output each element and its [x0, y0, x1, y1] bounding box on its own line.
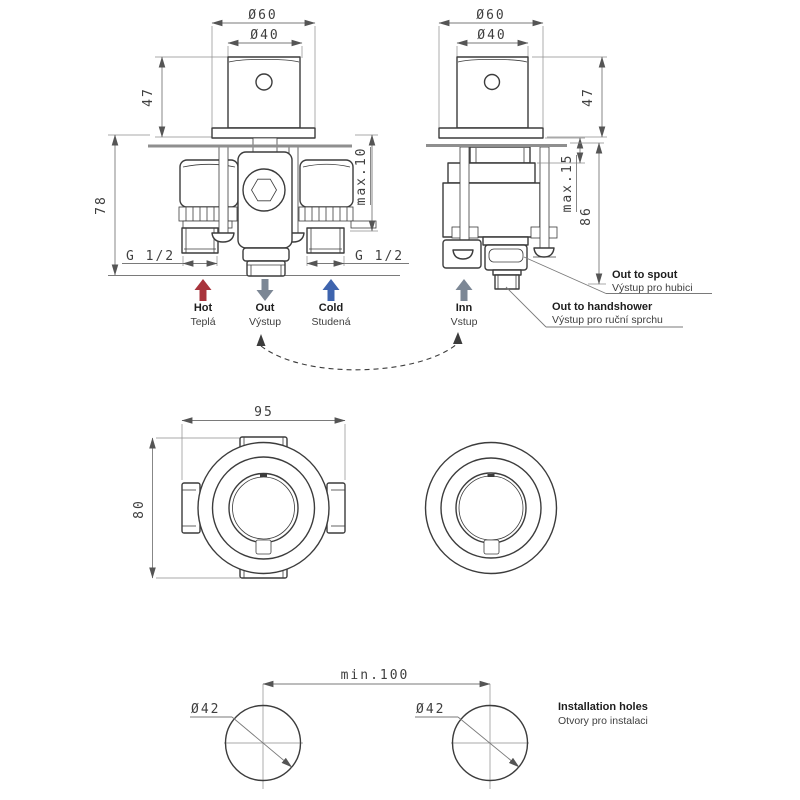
outlet-flange [243, 248, 289, 261]
inn-label-en: Inn [455, 302, 473, 314]
out-arrow-icon [257, 279, 274, 301]
right-tab [327, 483, 345, 533]
knob-bottom-lug [256, 540, 271, 554]
trim-flange [439, 128, 543, 138]
screw-washer [534, 248, 554, 257]
dim-body-height: 78 [94, 195, 109, 215]
dim-trim-diameter-right: Ø60 [476, 8, 506, 23]
handshower-port-lip [493, 270, 521, 275]
front-view-mixer-valve [94, 8, 409, 328]
inn-label-cz: Vstup [450, 316, 478, 328]
hot-label-en: Hot [193, 302, 213, 314]
out-label-en: Out [255, 302, 275, 314]
trim-flange [212, 128, 315, 138]
leader-line [506, 287, 546, 327]
body-step-1 [470, 147, 530, 163]
dim-max-wall-right: max.15 [560, 153, 575, 213]
dim-trim-diameter-left: Ø60 [248, 8, 278, 23]
dim-hole-diameter-right: Ø42 [416, 702, 446, 717]
inn-arrow-icon [456, 279, 473, 301]
out-to-spout-label-en: Out to spout [612, 269, 678, 281]
out-port [247, 261, 285, 276]
screw-washer [212, 233, 234, 242]
dim-thread-left: G 1/2 [126, 249, 176, 264]
leader-diagonal [232, 717, 292, 767]
knob-index-mark [260, 474, 267, 477]
installation-holes-label-en: Installation holes [558, 701, 648, 713]
screw-washer [453, 250, 473, 259]
arc-arrowhead-left [257, 334, 266, 346]
flow-connection-annotation [257, 332, 463, 370]
out-label-cz: Výstup [248, 316, 282, 328]
dim-knob-diameter-right: Ø40 [477, 28, 507, 43]
cold-arrow-icon [323, 279, 340, 301]
dim-body-depth: 86 [579, 206, 594, 226]
leader-line [524, 257, 606, 294]
mounting-screw [219, 147, 228, 233]
dim-front-width: 95 [254, 405, 274, 420]
out-to-handshower-label-cz: Výstup pro ruční sprchu [552, 314, 663, 326]
hot-label-cz: Teplá [190, 316, 216, 328]
dim-thread-right: G 1/2 [355, 249, 405, 264]
dim-knob-height-right: 47 [581, 87, 596, 107]
cold-label-cz: Studená [311, 316, 351, 328]
out-to-handshower-label-en: Out to handshower [552, 301, 653, 313]
dim-hole-spacing: min.100 [340, 668, 410, 683]
dashed-arc [261, 344, 457, 370]
handshower-port [495, 275, 519, 289]
left-valve-block [180, 160, 238, 207]
dim-max-wall-left: max.10 [354, 146, 369, 206]
arc-arrowhead-right [453, 332, 463, 344]
knob-bottom-lug [484, 540, 499, 554]
face-view-trim [426, 443, 557, 574]
knob-index-mark [488, 474, 495, 477]
cartridge-face [243, 169, 285, 211]
leader-diagonal [458, 717, 519, 767]
outlet-band [483, 237, 528, 245]
dim-hole-diameter-left: Ø42 [191, 702, 221, 717]
spout-port [489, 249, 523, 262]
side-view-diverter-valve [426, 8, 712, 328]
knob-front [228, 57, 300, 128]
knob-side [457, 57, 528, 128]
out-to-spout-label-cz: Výstup pro hubici [612, 282, 693, 294]
installation-holes-view [190, 668, 648, 789]
dim-knob-diameter-left: Ø40 [250, 28, 280, 43]
right-valve-block [300, 160, 353, 207]
mounting-screw [460, 147, 469, 252]
mounting-screw [540, 147, 549, 248]
hot-arrow-icon [195, 279, 212, 301]
dim-front-height: 80 [132, 499, 147, 519]
face-view-rough-in [132, 405, 345, 578]
cold-label-en: Cold [318, 302, 344, 314]
installation-holes-label-cz: Otvory pro instalaci [558, 715, 648, 727]
dim-knob-height-left: 47 [141, 87, 156, 107]
